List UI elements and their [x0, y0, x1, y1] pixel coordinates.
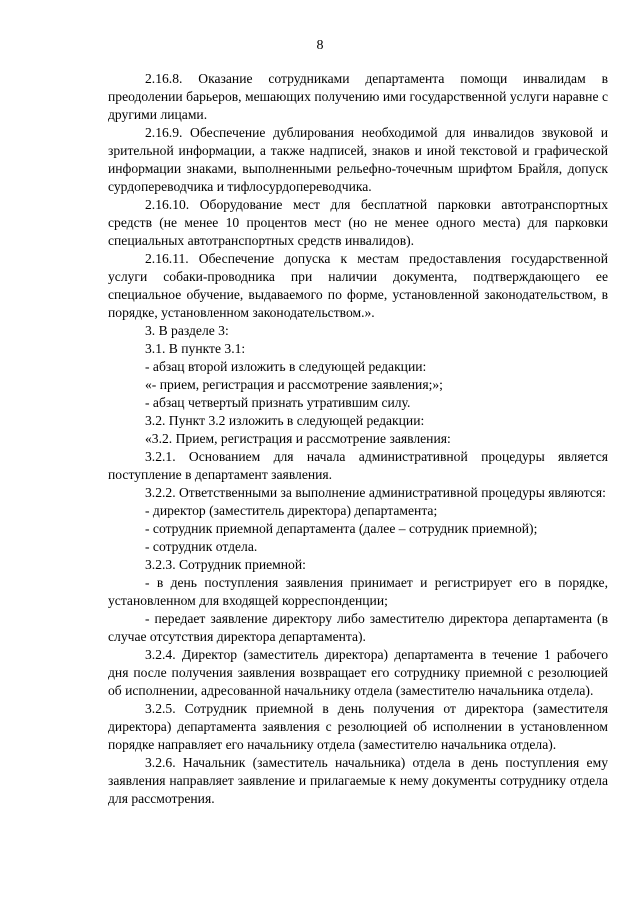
paragraph: 3. В разделе 3: — [145, 323, 229, 338]
paragraph: - абзац второй изложить в следующей редакции: — [145, 359, 427, 374]
paragraph: 2.16.9. Обеспечение дублирования необходимой для инвалидов звуковой и зрительной информации, а также надписей, знаков и иной текстовой и графической информации знаками, выполненными рельефно-точечным шрифтом Брайля, допуск сурдопереводчика и тифлосурдопереводчика. — [108, 125, 608, 194]
paragraph: 2.16.10. Оборудование мест для бесплатной парковки автотранспортных средств (не менее 10 процентов мест (но не менее одного места) для парковки специальных автотранспортных средств инвалидов). — [108, 197, 608, 248]
paragraph: - сотрудник отдела. — [145, 539, 258, 554]
paragraph: 2.16.11. Обеспечение допуска к местам предоставления государственной услуги собаки-проводника при наличии документа, подтверждающего ее специальное обучение, выдаваемого по форме, установленной законодательством, в порядке, установленном законодательством.». — [108, 251, 608, 320]
paragraph: 3.2.2. Ответственными за выполнение административной процедуры являются: — [145, 485, 606, 500]
paragraph: 3.2. Пункт 3.2 изложить в следующей редакции: — [145, 413, 425, 428]
paragraph: 3.1. В пункте 3.1: — [145, 341, 246, 356]
page-number: 8 — [316, 38, 324, 53]
paragraph: - в день поступления заявления принимает и регистрирует его в порядке, установленном для входящей корреспонденции; — [108, 575, 608, 608]
paragraph: 2.16.8. Оказание сотрудниками департамента помощи инвалидам в преодолении барьеров, мешающих получению ими государственной услуги наравне с другими лицами. — [108, 71, 608, 122]
paragraph: - абзац четвертый признать утратившим силу. — [145, 395, 411, 410]
paragraph: «- прием, регистрация и рассмотрение заявления;»; — [145, 377, 443, 392]
paragraph: - сотрудник приемной департамента (далее – сотрудник приемной); — [145, 521, 538, 536]
paragraph: 3.2.1. Основанием для начала административной процедуры является поступление в департамент заявления. — [108, 449, 608, 482]
document-body — [108, 70, 608, 808]
paragraph: 3.2.3. Сотрудник приемной: — [145, 557, 306, 572]
paragraph: 3.2.5. Сотрудник приемной в день получения от директора (заместителя директора) департамента заявления с резолюцией об исполнении в установленном порядке направляет его начальнику отдела (заместителю начальника отдела). — [108, 701, 608, 752]
paragraph: 3.2.4. Директор (заместитель директора) департамента в течение 1 рабочего дня после получения заявления возвращает его сотруднику приемной с резолюцией об исполнении, адресованной начальнику отдела (заместителю начальника отдела). — [108, 647, 608, 698]
paragraph: «3.2. Прием, регистрация и рассмотрение заявления: — [145, 431, 451, 446]
paragraph: - передает заявление директору либо заместителю директора департамента (в случае отсутствия директора департамента). — [108, 611, 608, 644]
paragraph: 3.2.6. Начальник (заместитель начальника) отдела в день поступления ему заявления направляет заявление и прилагаемые к нему документы сотруднику отдела для рассмотрения. — [108, 755, 608, 806]
paragraph: - директор (заместитель директора) департамента; — [145, 503, 438, 518]
